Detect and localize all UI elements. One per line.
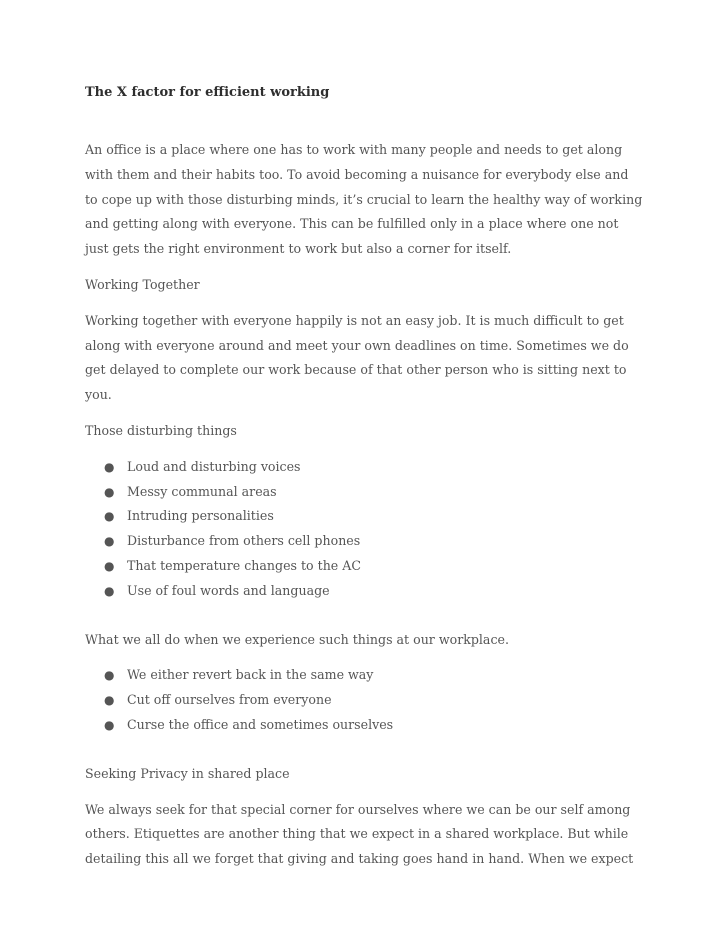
list-item — [85, 688, 645, 713]
list-item-text: That temperature changes to the AC — [127, 557, 361, 573]
section-heading-working-together: Working Together — [85, 276, 200, 292]
list-item-text: Curse the office and sometimes ourselves — [127, 716, 394, 732]
list-item — [85, 480, 645, 505]
bullet-icon: ● — [104, 558, 115, 573]
bullet-icon: ● — [104, 693, 115, 708]
section-heading-disturbing-things: Those disturbing things — [85, 422, 237, 438]
list-item — [85, 663, 645, 688]
list-item — [85, 455, 645, 480]
list-item — [85, 554, 645, 579]
spacer — [85, 604, 645, 628]
spacer — [85, 738, 645, 762]
bullet-icon: ● — [104, 459, 115, 474]
list-item-text: Disturbance from others cell phones — [127, 533, 361, 549]
list-item — [85, 713, 645, 738]
document-title: The X factor for efficient working — [85, 85, 330, 100]
bullet-icon: ● — [104, 583, 115, 598]
list-item — [85, 529, 645, 554]
working-together-paragraph: Working together with everyone happily is not an easy job. It is much difficult to get along with everyone around and meet your own deadlines on time. Sometimes we do get delayed to complete our work because of that other person who is sitting next to you. — [85, 312, 629, 403]
bullet-icon: ● — [104, 717, 115, 732]
section-heading-what-we-do: What we all do when we experience such things at our workplace. — [85, 631, 509, 647]
reactions-list — [85, 663, 645, 737]
list-item — [85, 579, 645, 604]
list-item-text: Messy communal areas — [127, 483, 277, 499]
list-item — [85, 504, 645, 529]
bullet-icon: ● — [104, 534, 115, 549]
intro-paragraph: An office is a place where one has to work with many people and needs to get along with them and their habits too. To avoid becoming a nuisance for everybody else and to cope up with those disturbing minds, it’s crucial to learn the healthy way of working and getting along with everyone. This can be fulfilled only in a place where one not just gets the right environment to work but also a corner for itself. — [85, 142, 643, 257]
disturbing-things-list — [85, 455, 645, 604]
seeking-privacy-paragraph: We always seek for that special corner for ourselves where we can be our self among others. Etiquettes are another thing that we expect in a shared workplace. But while detailing this all we forget that giving and taking goes hand in hand. When we expect — [85, 801, 634, 867]
document-page — [85, 84, 645, 883]
bullet-icon: ● — [104, 509, 115, 524]
section-heading-seeking-privacy: Seeking Privacy in shared place — [85, 765, 290, 781]
list-item-text: Intruding personalities — [127, 508, 274, 524]
list-item-text: We either revert back in the same way — [127, 667, 374, 683]
list-item-text: Loud and disturbing voices — [127, 458, 301, 474]
list-item-text: Use of foul words and language — [127, 582, 330, 598]
bullet-icon: ● — [104, 484, 115, 499]
list-item-text: Cut off ourselves from everyone — [127, 692, 332, 708]
bullet-icon: ● — [104, 668, 115, 683]
